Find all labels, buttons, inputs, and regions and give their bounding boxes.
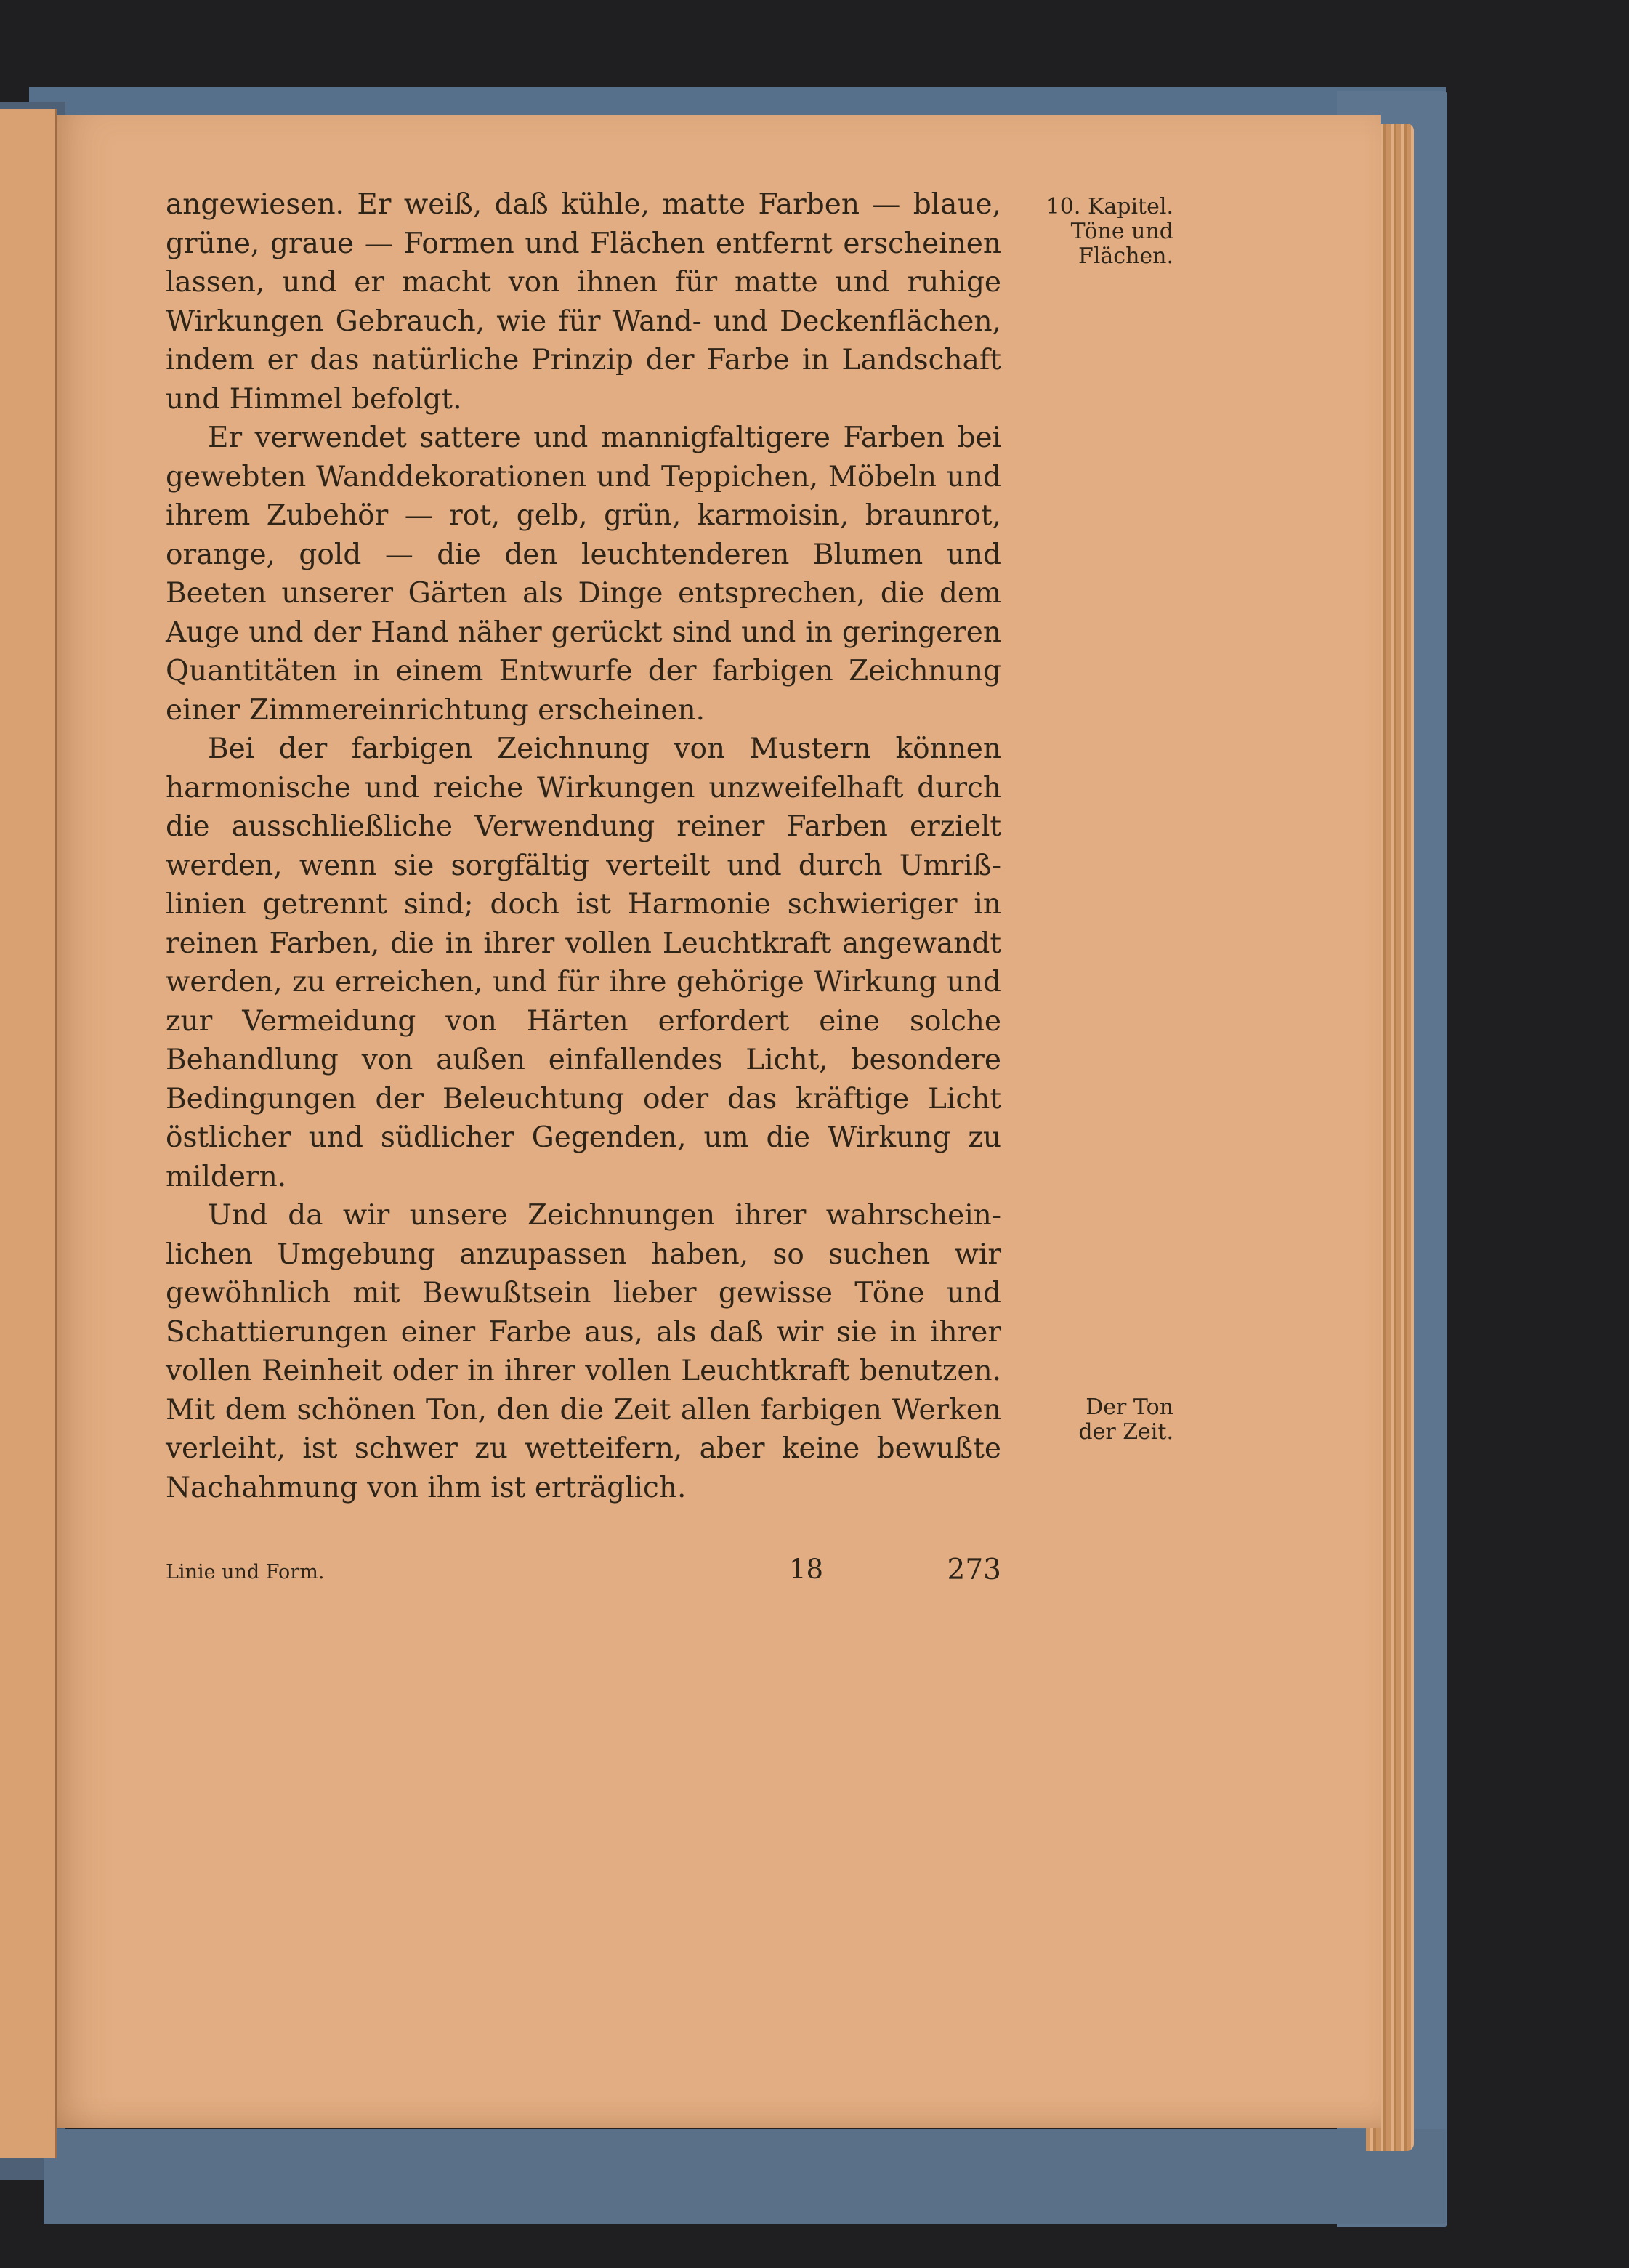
main-text [166,185,1001,1507]
book-title: Linie und Form. [166,1561,325,1583]
page-footer [166,1554,1001,1590]
paragraph: angewiesen. Er weiß, daß kühle, matte Farben — blaue, grüne, graue — Formen und Flächen entfernt erscheinen lassen, und er macht von ihnen für matte und ruhige Wirkungen Gebrauch, wie für Wand- und Deckenflächen, indem er das natürliche Prinzip der Farbe in Landschaft und Himmel befolgt. [166,188,1001,416]
topic-line: Flächen. [1078,243,1173,269]
margin-note-chapter [952,195,1173,269]
paragraph: Er verwendet sattere und mannigfaltigere Farben bei gewebten Wanddekorationen und Teppichen, Möbeln und ihrem Zubehör — rot, gelb, grün, karmoisin, braunrot, orange, gold — die den leuchtenderen Blumen und Beeten unserer Gärten als Dinge entsprechen, die dem Auge und der Hand näher gerückt sind und in geringeren Quantitäten in einem Entwurfe der farbigen Zeichnung einer Zimmereinrichtung erscheinen. [166,421,1001,727]
paragraph: Und da wir unsere Zeichnungen ihrer wahrscheinlichen Umgebung anzupassen haben, so suchen wir gewöhnlich mit Bewußtsein lieber gewisse Töne und Schattierungen einer Farbe aus, als daß wir sie in ihrer vollen Reinheit oder in ihrer vollen Leuchtkraft benutzen. Mit dem schönen Ton, den die Zeit allen farbigen Werken verleiht, ist schwer zu wetteifern, aber keine bewußte Nachahmung von ihm ist erträglich. [166,1199,1001,1504]
paragraph: Bei der farbigen Zeichnung von Mustern können harmonische und reiche Wirkungen unzweifelhaft durch die ausschließliche Verwendung reiner Farben erzielt werden, wenn sie sorgfältig verteilt und durch Umrißlinien getrennt sind; doch ist Harmonie schwieriger in reinen Farben, die in ihrer vollen Leuchtkraft angewandt werden, zu erreichen, und für ihre gehörige Wirkung und zur Vermeidung von Härten erfordert eine solche Behandlung von außen einfallendes Licht, besondere Bedingungen der Beleuchtung oder das kräftige Licht östlicher und südlicher Gegenden, um die Wirkung zu mildern. [166,733,1001,1193]
book-cover-top-edge [29,87,1446,116]
topic-line: Töne und [1070,219,1173,244]
margin-note-time [988,1395,1173,1445]
chapter-label: 10. Kapitel. [1046,194,1173,219]
note-line: der Zeit. [1078,1419,1173,1445]
book-cover-bottom-edge [44,2129,1446,2224]
page-number: 273 [947,1554,1001,1586]
note-line: Der Ton [1086,1395,1173,1420]
signature-mark: 18 [789,1554,824,1585]
facing-page-edge [0,109,57,2158]
